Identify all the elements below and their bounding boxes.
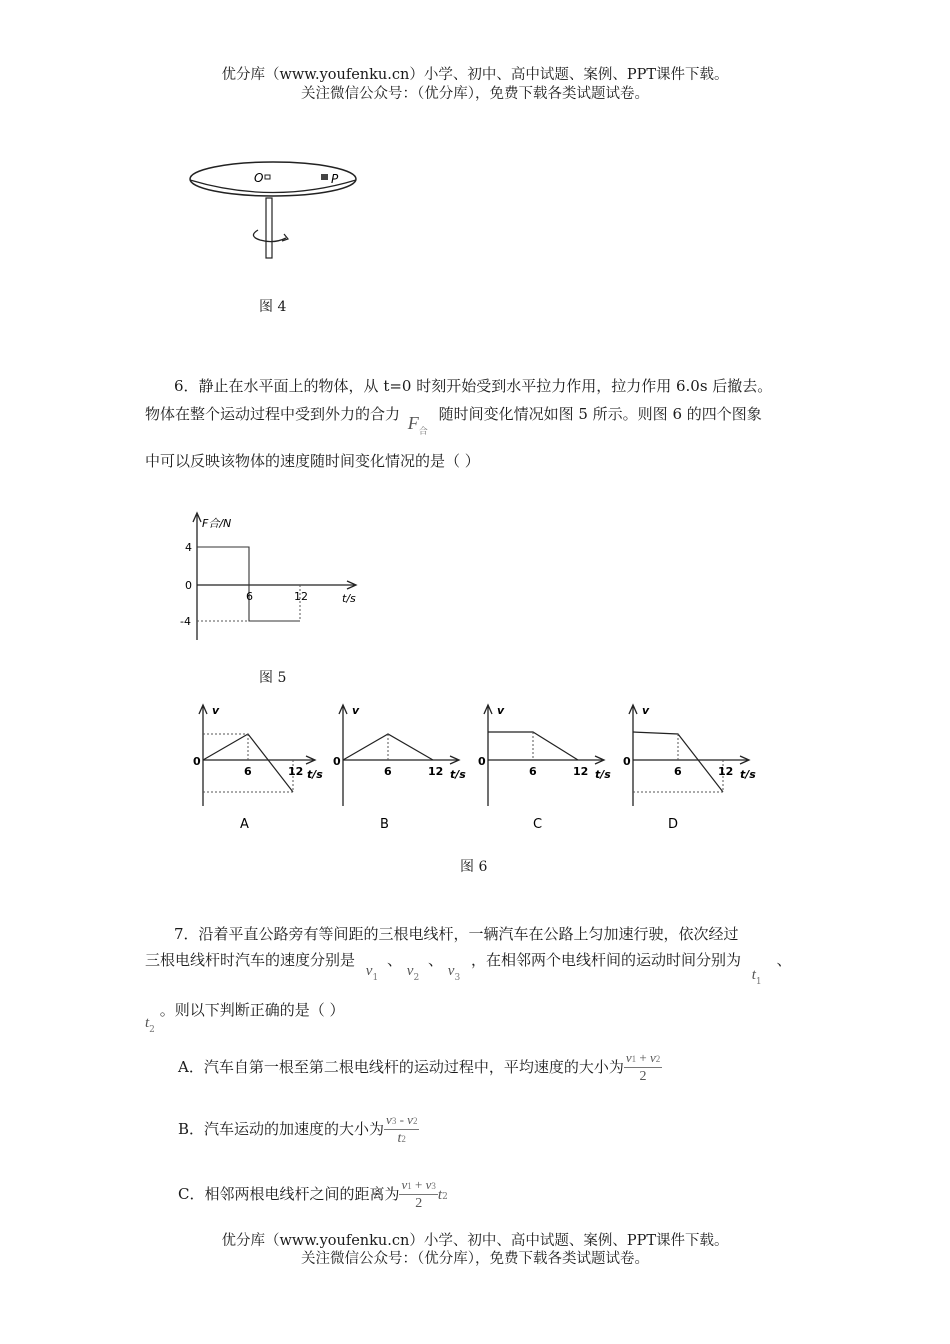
panel-a-zero: 0 [193, 755, 201, 768]
block-p [321, 174, 328, 180]
footer-line-1: 优分库（www.youfenku.cn）小学、初中、高中试题、案例、PPT课件下载。 [221, 1233, 729, 1249]
figure-4-turntable [180, 150, 380, 320]
label-p: P [331, 172, 339, 186]
option-b [178, 1112, 419, 1148]
force-subscript: 合 [418, 427, 428, 437]
y-tick-neg4: -4 [180, 615, 191, 628]
v1-subscript: 1 [372, 973, 379, 983]
panel-d-zero: 0 [623, 755, 631, 768]
q7-sep-3: 、 [776, 951, 792, 969]
panel-d-t: t/s [740, 768, 756, 781]
t2-subscript: 2 [149, 1025, 155, 1035]
q6-line-2a: 物体在整个运动过程中受到外力的合力 [145, 405, 401, 423]
panel-d-x2: 12 [718, 765, 734, 778]
y-label: F合/N [202, 517, 232, 530]
shaft [266, 198, 272, 258]
q7-sep-1: 、 [386, 951, 402, 969]
t1-symbol: t [751, 967, 756, 983]
option-a [178, 1050, 662, 1086]
panel-d-v: v [642, 704, 650, 717]
q6-line-1: 6．静止在水平面上的物体，从 t=0 时刻开始受到水平拉力作用，拉力作用 6.0s 后撤去。 [174, 377, 773, 395]
force-line [197, 547, 300, 621]
panel-c-x2: 12 [573, 765, 589, 778]
q7-line-3 [145, 1000, 345, 1035]
q7-line-3b: 。则以下判断正确的是（ ） [159, 1001, 345, 1019]
panel-b-v: v [352, 704, 360, 717]
panel-c-t: t/s [595, 768, 611, 781]
force-symbol: F [407, 413, 419, 433]
panel-c [478, 704, 611, 832]
panel-d [623, 704, 756, 832]
figure-4-caption: 图 4 [259, 299, 287, 315]
option-c-t-subscript: 2 [442, 1192, 448, 1202]
panel-a-x1: 6 [244, 765, 252, 778]
panel-c-x1: 6 [529, 765, 537, 778]
panel-b-zero: 0 [333, 755, 341, 768]
panel-b-label: B [380, 817, 389, 832]
x-label: t/s [342, 592, 356, 605]
t1-subscript: 1 [755, 977, 762, 987]
label-o: O [254, 171, 264, 185]
panel-a-label: A [240, 817, 249, 832]
v2-symbol: v [406, 963, 414, 979]
q7-line-2a: 三根电线杆时汽车的速度分别是 [145, 951, 356, 969]
q6-line-2b: 随时间变化情况如图 5 所示。则图 6 的四个图象 [438, 405, 762, 423]
t2-symbol: t [145, 1015, 150, 1031]
panel-c-zero: 0 [478, 755, 486, 768]
option-b-text: B．汽车运动的加速度的大小为 [178, 1120, 385, 1138]
panel-a-t: t/s [307, 768, 323, 781]
q7-line-1: 7．沿着平直公路旁有等间距的三根电线杆，一辆汽车在公路上匀加速行驶，依次经过 [174, 925, 739, 943]
footer-line-2: 关注微信公众号：（优分库），免费下载各类试题试卷。 [301, 1251, 649, 1267]
option-c [178, 1177, 448, 1213]
panel-c-v: v [497, 704, 505, 717]
y-tick-0: 0 [185, 579, 192, 592]
panel-a [193, 704, 323, 832]
panel-a-x2: 12 [288, 765, 304, 778]
figure-6-caption: 图 6 [460, 859, 488, 875]
x-tick-6: 6 [246, 590, 253, 603]
v2-subscript: 2 [413, 973, 420, 983]
v3-subscript: 3 [454, 973, 461, 983]
figure-5-force-graph [170, 505, 380, 645]
q7-sep-2: 、 [427, 951, 443, 969]
x-tick-12: 12 [294, 590, 308, 603]
option-c-text: C．相邻两根电线杆之间的距离为 [178, 1185, 400, 1203]
option-b-fraction: $\frac{v3 - v2}{t2}$ [386, 1112, 418, 1146]
panel-b-x1: 6 [384, 765, 392, 778]
y-tick-4: 4 [185, 541, 192, 554]
panel-a-v: v [212, 704, 220, 717]
panel-b-x2: 12 [428, 765, 444, 778]
figure-5-caption: 图 5 [259, 670, 287, 686]
q6-line-3: 中可以反映该物体的速度随时间变化情况的是（ ） [145, 452, 480, 470]
v1-symbol: v [365, 963, 373, 979]
panel-b [333, 704, 466, 832]
header-line-2: 关注微信公众号：（优分库），免费下载各类试题试卷。 [301, 86, 649, 102]
option-a-fraction: $\frac{v1 + v2}{2}$ [625, 1050, 661, 1084]
option-a-text: A．汽车自第一根至第二根电线杆的运动过程中，平均速度的大小为 [178, 1058, 624, 1076]
panel-d-x1: 6 [674, 765, 682, 778]
panel-b-t: t/s [450, 768, 466, 781]
figure-6-velocity-graphs [190, 698, 780, 838]
v3-symbol: v [447, 963, 455, 979]
q7-line-2 [145, 950, 792, 987]
header-line-1: 优分库（www.youfenku.cn）小学、初中、高中试题、案例、PPT课件下载。 [221, 67, 729, 83]
q7-line-2b: ，在相邻两个电线杆间的运动时间分别为 [470, 951, 741, 969]
panel-d-label: D [668, 817, 679, 832]
option-c-fraction: $\frac{v1 + v3}{2}$ [401, 1177, 436, 1211]
option-c-t: t [437, 1187, 443, 1203]
panel-c-label: C [533, 817, 543, 832]
q6-line-2 [145, 403, 762, 437]
